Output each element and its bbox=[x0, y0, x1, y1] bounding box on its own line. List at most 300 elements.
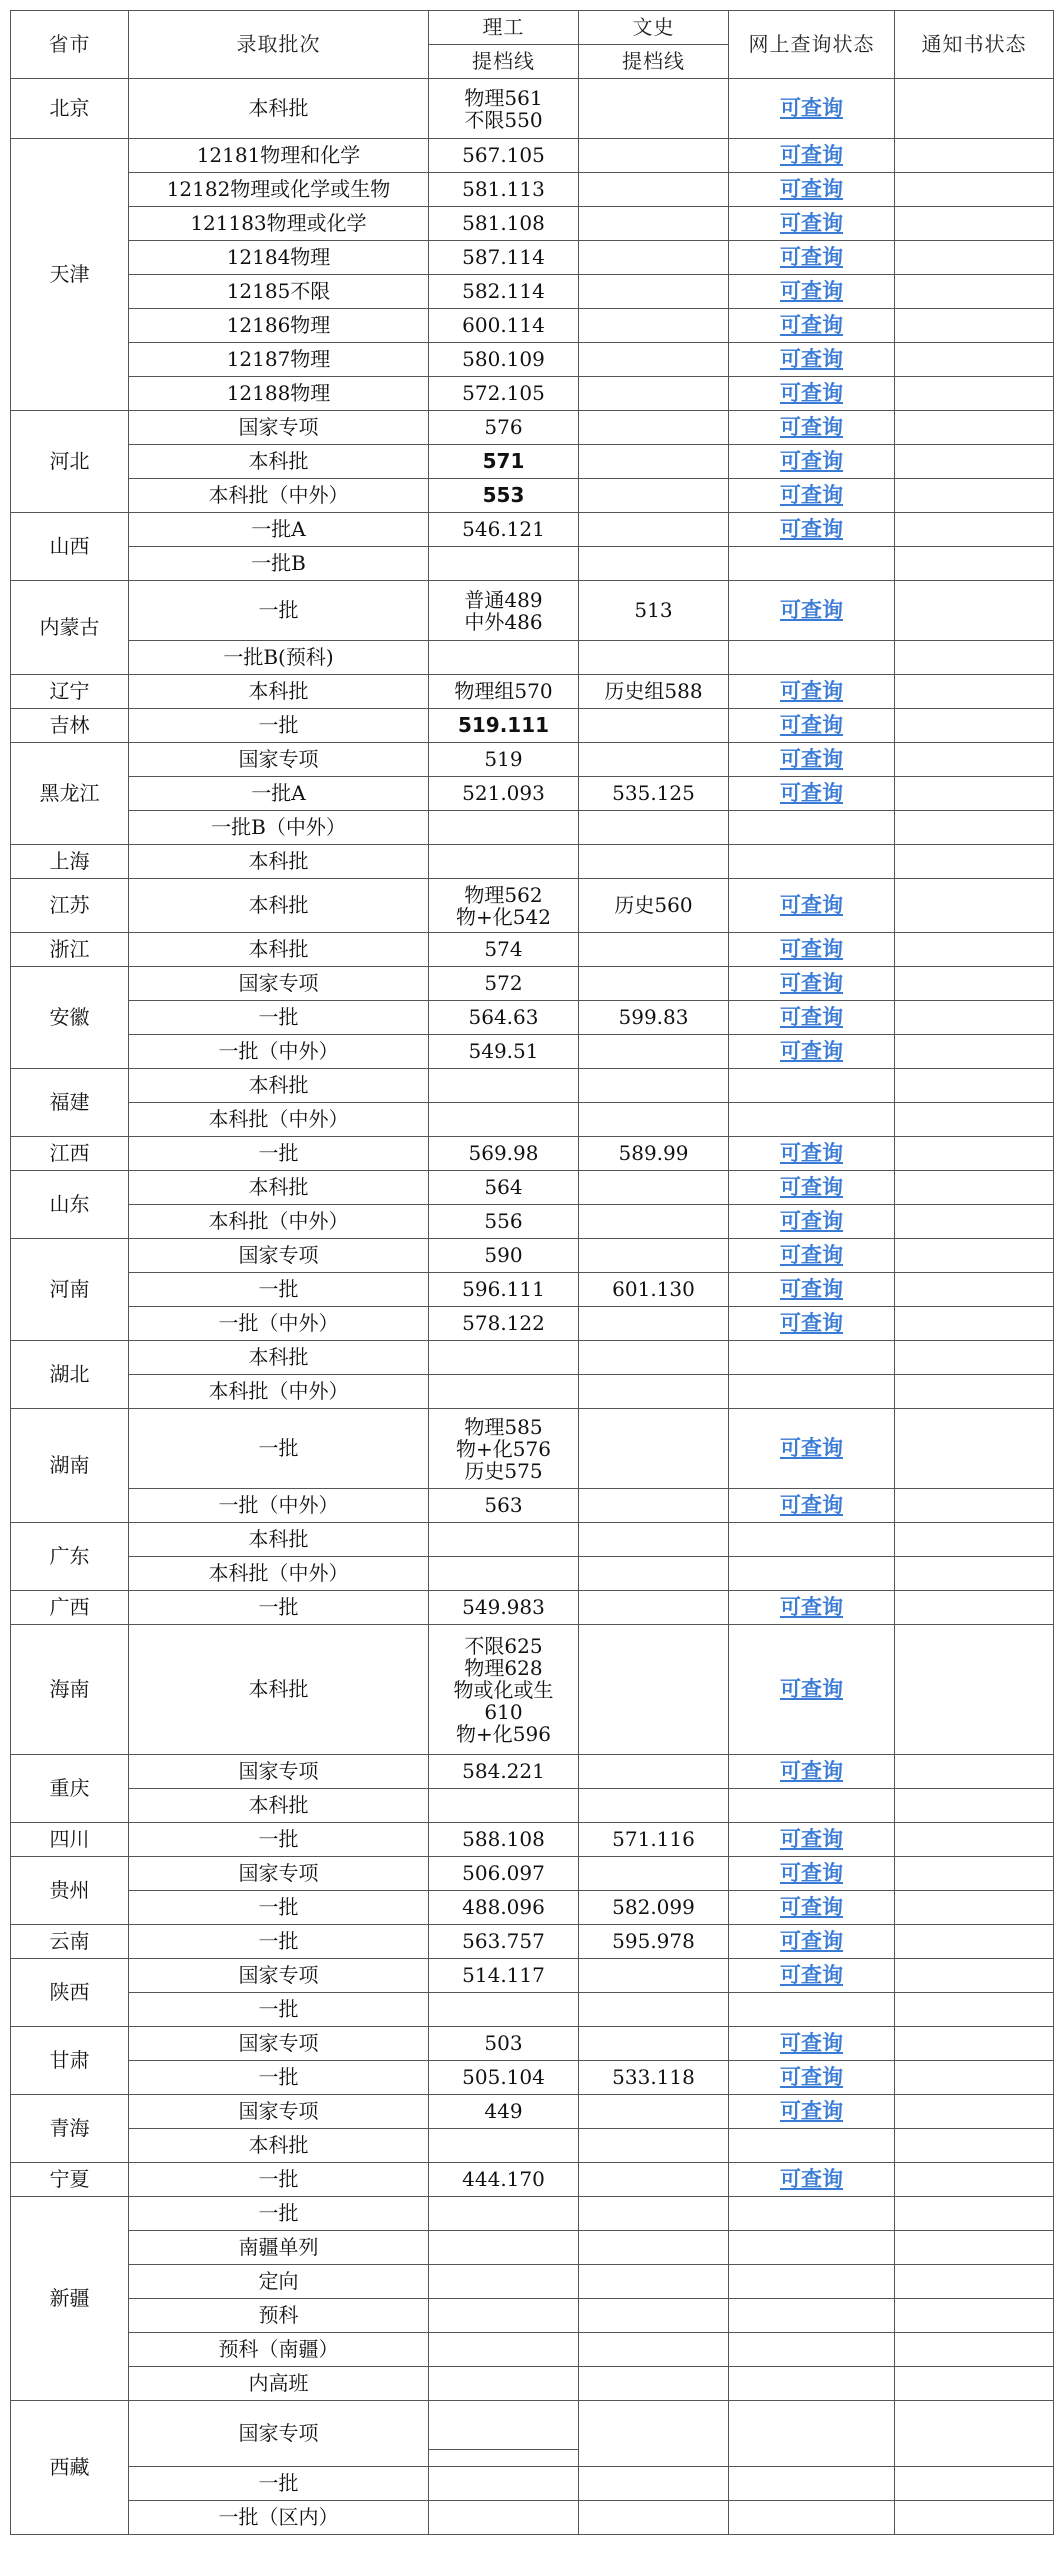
query-link[interactable]: 可查询 bbox=[780, 893, 843, 917]
province-cell: 内蒙古 bbox=[11, 581, 129, 675]
science-line-part: 物或化或生 bbox=[453, 1677, 554, 1702]
notice-status-cell bbox=[895, 343, 1054, 377]
batch-cell: 一批 bbox=[129, 1993, 429, 2027]
query-link[interactable]: 可查询 bbox=[780, 1861, 843, 1885]
arts-line-cell: 513 bbox=[579, 581, 729, 641]
batch-cell: 一批 bbox=[129, 2163, 429, 2197]
province-cell: 山东 bbox=[11, 1171, 129, 1239]
arts-line-cell: 595.978 bbox=[579, 1925, 729, 1959]
table-row bbox=[11, 2095, 1054, 2129]
batch-cell: 一批 bbox=[129, 1137, 429, 1171]
query-link[interactable]: 可查询 bbox=[780, 747, 843, 771]
science-line-cell: 488.096 bbox=[429, 1891, 579, 1925]
table-row bbox=[11, 1925, 1054, 1959]
province-cell: 江苏 bbox=[11, 879, 129, 933]
online-status-cell bbox=[729, 581, 895, 641]
table-row bbox=[11, 675, 1054, 709]
arts-line-cell bbox=[579, 1239, 729, 1273]
notice-status-cell bbox=[895, 1239, 1054, 1273]
table-row bbox=[11, 933, 1054, 967]
online-status-cell bbox=[729, 1925, 895, 1959]
batch-cell: 12184物理 bbox=[129, 241, 429, 275]
notice-status-cell bbox=[895, 1755, 1054, 1789]
query-link[interactable]: 可查询 bbox=[780, 381, 843, 405]
notice-status-cell bbox=[895, 2231, 1054, 2265]
arts-line-cell bbox=[579, 2129, 729, 2163]
online-status-cell bbox=[729, 2467, 895, 2501]
notice-status-cell bbox=[895, 967, 1054, 1001]
arts-line-cell bbox=[579, 207, 729, 241]
arts-line-cell bbox=[579, 79, 729, 139]
header-batch: 录取批次 bbox=[129, 11, 429, 79]
table-row bbox=[11, 547, 1054, 581]
query-link[interactable]: 可查询 bbox=[780, 1677, 843, 1701]
online-status-cell bbox=[729, 2299, 895, 2333]
query-link[interactable]: 可查询 bbox=[780, 1277, 843, 1301]
province-cell: 上海 bbox=[11, 845, 129, 879]
notice-status-cell bbox=[895, 641, 1054, 675]
online-status-cell bbox=[729, 2265, 895, 2299]
query-link[interactable]: 可查询 bbox=[780, 1963, 843, 1987]
arts-line-cell bbox=[579, 513, 729, 547]
science-line-cell: 571 bbox=[429, 445, 579, 479]
table-row bbox=[11, 139, 1054, 173]
notice-status-cell bbox=[895, 513, 1054, 547]
table-row bbox=[11, 2501, 1054, 2535]
science-line-cell: 574 bbox=[429, 933, 579, 967]
query-link[interactable]: 可查询 bbox=[780, 483, 843, 507]
query-link[interactable]: 可查询 bbox=[780, 2031, 843, 2055]
province-cell: 云南 bbox=[11, 1925, 129, 1959]
science-line-part: 不限625 bbox=[464, 1633, 543, 1658]
online-status-cell bbox=[729, 173, 895, 207]
arts-line-cell bbox=[579, 479, 729, 513]
notice-status-cell bbox=[895, 241, 1054, 275]
science-line-cell bbox=[429, 2401, 579, 2467]
arts-line-cell: 历史组588 bbox=[579, 675, 729, 709]
table-row bbox=[11, 2401, 1054, 2467]
science-line-cell bbox=[429, 581, 579, 641]
online-status-cell bbox=[729, 2027, 895, 2061]
online-status-cell bbox=[729, 343, 895, 377]
notice-status-cell bbox=[895, 309, 1054, 343]
online-status-cell bbox=[729, 1409, 895, 1489]
query-link[interactable]: 可查询 bbox=[780, 2099, 843, 2123]
query-link[interactable]: 可查询 bbox=[780, 679, 843, 703]
admission-table bbox=[10, 10, 1054, 2535]
science-line-cell: 506.097 bbox=[429, 1857, 579, 1891]
online-status-cell bbox=[729, 1205, 895, 1239]
online-status-cell bbox=[729, 1591, 895, 1625]
notice-status-cell bbox=[895, 1925, 1054, 1959]
notice-status-cell bbox=[895, 1171, 1054, 1205]
query-link[interactable]: 可查询 bbox=[780, 1039, 843, 1063]
science-line-cell bbox=[429, 2265, 579, 2299]
province-cell: 青海 bbox=[11, 2095, 129, 2163]
table-row bbox=[11, 2197, 1054, 2231]
notice-status-cell bbox=[895, 1035, 1054, 1069]
batch-cell: 国家专项 bbox=[129, 2401, 429, 2467]
science-line-cell bbox=[429, 2231, 579, 2265]
batch-cell: 内高班 bbox=[129, 2367, 429, 2401]
online-status-cell bbox=[729, 1891, 895, 1925]
query-link[interactable]: 可查询 bbox=[780, 1311, 843, 1335]
province-cell: 宁夏 bbox=[11, 2163, 129, 2197]
header-online-status: 网上查询状态 bbox=[729, 11, 895, 79]
arts-line-cell bbox=[579, 1755, 729, 1789]
online-status-cell bbox=[729, 1001, 895, 1035]
arts-line-cell bbox=[579, 241, 729, 275]
science-line-cell: 556 bbox=[429, 1205, 579, 1239]
arts-line-cell: 571.116 bbox=[579, 1823, 729, 1857]
notice-status-cell bbox=[895, 2265, 1054, 2299]
arts-line-cell bbox=[579, 845, 729, 879]
notice-status-cell bbox=[895, 1001, 1054, 1035]
arts-line-cell: 589.99 bbox=[579, 1137, 729, 1171]
province-cell: 北京 bbox=[11, 79, 129, 139]
province-cell: 福建 bbox=[11, 1069, 129, 1137]
table-row bbox=[11, 1959, 1054, 1993]
query-link[interactable]: 可查询 bbox=[780, 1895, 843, 1919]
query-link[interactable]: 可查询 bbox=[780, 1759, 843, 1783]
table-row bbox=[11, 79, 1054, 139]
notice-status-cell bbox=[895, 709, 1054, 743]
science-line-cell: 449 bbox=[429, 2095, 579, 2129]
table-row bbox=[11, 2467, 1054, 2501]
table-row bbox=[11, 1239, 1054, 1273]
query-link[interactable]: 可查询 bbox=[780, 245, 843, 269]
province-cell: 河北 bbox=[11, 411, 129, 513]
table-row bbox=[11, 709, 1054, 743]
online-status-cell bbox=[729, 1307, 895, 1341]
science-line-cell bbox=[429, 1069, 579, 1103]
notice-status-cell bbox=[895, 207, 1054, 241]
science-line-cell: 572 bbox=[429, 967, 579, 1001]
science-line-cell: 546.121 bbox=[429, 513, 579, 547]
table-row bbox=[11, 845, 1054, 879]
online-status-cell bbox=[729, 1375, 895, 1409]
arts-line-cell bbox=[579, 1205, 729, 1239]
batch-cell: 12188物理 bbox=[129, 377, 429, 411]
arts-line-cell bbox=[579, 1625, 729, 1755]
science-line-cell bbox=[429, 1375, 579, 1409]
science-line-part: 物理561 bbox=[464, 85, 543, 110]
province-cell: 吉林 bbox=[11, 709, 129, 743]
query-link[interactable]: 可查询 bbox=[780, 313, 843, 337]
batch-cell: 本科批 bbox=[129, 1625, 429, 1755]
table-row bbox=[11, 1103, 1054, 1137]
arts-line-cell bbox=[579, 967, 729, 1001]
online-status-cell bbox=[729, 2367, 895, 2401]
science-line-cell bbox=[429, 879, 579, 933]
notice-status-cell bbox=[895, 2467, 1054, 2501]
online-status-cell bbox=[729, 275, 895, 309]
batch-cell: 国家专项 bbox=[129, 2095, 429, 2129]
science-line-cell: 553 bbox=[429, 479, 579, 513]
science-line-cell bbox=[429, 2367, 579, 2401]
arts-line-cell bbox=[579, 743, 729, 777]
batch-cell: 定向 bbox=[129, 2265, 429, 2299]
province-cell: 贵州 bbox=[11, 1857, 129, 1925]
science-line-cell: 519 bbox=[429, 743, 579, 777]
arts-line-cell bbox=[579, 1591, 729, 1625]
science-line-cell: 600.114 bbox=[429, 309, 579, 343]
query-link[interactable]: 可查询 bbox=[780, 598, 843, 622]
science-line-cell bbox=[429, 811, 579, 845]
table-row bbox=[11, 1625, 1054, 1755]
science-line-cell: 590 bbox=[429, 1239, 579, 1273]
online-status-cell bbox=[729, 445, 895, 479]
table-row bbox=[11, 1993, 1054, 2027]
arts-line-cell bbox=[579, 275, 729, 309]
table-row bbox=[11, 241, 1054, 275]
arts-line-cell: 历史560 bbox=[579, 879, 729, 933]
arts-line-cell bbox=[579, 1069, 729, 1103]
query-link[interactable]: 可查询 bbox=[780, 1243, 843, 1267]
query-link[interactable]: 可查询 bbox=[780, 1493, 843, 1517]
query-link[interactable]: 可查询 bbox=[780, 279, 843, 303]
online-status-cell bbox=[729, 1959, 895, 1993]
query-link[interactable]: 可查询 bbox=[780, 347, 843, 371]
science-line-cell: 567.105 bbox=[429, 139, 579, 173]
batch-cell: 本科批（中外） bbox=[129, 1205, 429, 1239]
query-link[interactable]: 可查询 bbox=[780, 517, 843, 541]
query-link[interactable]: 可查询 bbox=[780, 713, 843, 737]
table-row bbox=[11, 2333, 1054, 2367]
notice-status-cell bbox=[895, 445, 1054, 479]
science-line-part: 不限550 bbox=[464, 107, 543, 132]
province-cell: 湖南 bbox=[11, 1409, 129, 1523]
batch-cell: 本科批 bbox=[129, 675, 429, 709]
query-link[interactable]: 可查询 bbox=[780, 1209, 843, 1233]
arts-line-cell bbox=[579, 1375, 729, 1409]
query-link[interactable]: 可查询 bbox=[780, 2065, 843, 2089]
arts-line-cell: 601.130 bbox=[579, 1273, 729, 1307]
science-line-part: 物理562 bbox=[464, 882, 543, 907]
batch-cell: 12185不限 bbox=[129, 275, 429, 309]
query-link[interactable]: 可查询 bbox=[780, 971, 843, 995]
table-row bbox=[11, 1489, 1054, 1523]
notice-status-cell bbox=[895, 1069, 1054, 1103]
notice-status-cell bbox=[895, 173, 1054, 207]
query-link[interactable]: 可查询 bbox=[780, 1436, 843, 1460]
notice-status-cell bbox=[895, 2027, 1054, 2061]
arts-line-cell bbox=[579, 1993, 729, 2027]
query-link[interactable]: 可查询 bbox=[780, 96, 843, 120]
arts-line-cell bbox=[579, 1959, 729, 1993]
science-line-part: 物理585 bbox=[464, 1414, 543, 1439]
arts-line-cell bbox=[579, 1171, 729, 1205]
online-status-cell bbox=[729, 547, 895, 581]
science-line-cell bbox=[429, 2299, 579, 2333]
query-link[interactable]: 可查询 bbox=[780, 1929, 843, 1953]
notice-status-cell bbox=[895, 1857, 1054, 1891]
online-status-cell bbox=[729, 1341, 895, 1375]
science-line-cell bbox=[429, 2129, 579, 2163]
batch-cell: 本科批（中外） bbox=[129, 479, 429, 513]
notice-status-cell bbox=[895, 743, 1054, 777]
science-line-part: 610 bbox=[484, 1699, 523, 1724]
province-cell: 辽宁 bbox=[11, 675, 129, 709]
table-row bbox=[11, 377, 1054, 411]
batch-cell: 预科（南疆） bbox=[129, 2333, 429, 2367]
science-line-cell: 582.114 bbox=[429, 275, 579, 309]
online-status-cell bbox=[729, 79, 895, 139]
notice-status-cell bbox=[895, 2367, 1054, 2401]
science-line-cell: 505.104 bbox=[429, 2061, 579, 2095]
arts-line-cell bbox=[579, 139, 729, 173]
online-status-cell bbox=[729, 2129, 895, 2163]
table-row bbox=[11, 445, 1054, 479]
online-status-cell bbox=[729, 2333, 895, 2367]
online-status-cell bbox=[729, 2095, 895, 2129]
notice-status-cell bbox=[895, 2299, 1054, 2333]
science-line-cell bbox=[429, 2467, 579, 2501]
query-link[interactable]: 可查询 bbox=[780, 781, 843, 805]
online-status-cell bbox=[729, 479, 895, 513]
notice-status-cell bbox=[895, 79, 1054, 139]
table-row bbox=[11, 1409, 1054, 1489]
batch-cell: 国家专项 bbox=[129, 1959, 429, 1993]
batch-cell: 本科批 bbox=[129, 2129, 429, 2163]
table-row bbox=[11, 173, 1054, 207]
query-link[interactable]: 可查询 bbox=[780, 211, 843, 235]
notice-status-cell bbox=[895, 1341, 1054, 1375]
arts-line-cell bbox=[579, 2231, 729, 2265]
table-row bbox=[11, 1857, 1054, 1891]
science-line-cell bbox=[429, 1789, 579, 1823]
notice-status-cell bbox=[895, 2401, 1054, 2467]
table-row bbox=[11, 1001, 1054, 1035]
table-row bbox=[11, 1069, 1054, 1103]
science-line-cell: 581.108 bbox=[429, 207, 579, 241]
science-line-cell: 572.105 bbox=[429, 377, 579, 411]
table-row bbox=[11, 1823, 1054, 1857]
table-row bbox=[11, 1137, 1054, 1171]
science-line-cell: 563.757 bbox=[429, 1925, 579, 1959]
arts-line-cell bbox=[579, 547, 729, 581]
province-cell: 甘肃 bbox=[11, 2027, 129, 2095]
query-link[interactable]: 可查询 bbox=[780, 1175, 843, 1199]
online-status-cell bbox=[729, 1523, 895, 1557]
batch-cell: 本科批（中外） bbox=[129, 1557, 429, 1591]
header-arts-line: 提档线 bbox=[579, 45, 729, 79]
online-status-cell bbox=[729, 709, 895, 743]
arts-line-cell bbox=[579, 1557, 729, 1591]
table-row bbox=[11, 411, 1054, 445]
province-cell: 浙江 bbox=[11, 933, 129, 967]
arts-line-cell bbox=[579, 2265, 729, 2299]
online-status-cell bbox=[729, 1489, 895, 1523]
science-line-cell: 519.111 bbox=[429, 709, 579, 743]
notice-status-cell bbox=[895, 1375, 1054, 1409]
batch-cell: 本科批 bbox=[129, 79, 429, 139]
online-status-cell bbox=[729, 2197, 895, 2231]
science-line-cell: 580.109 bbox=[429, 343, 579, 377]
science-line-cell bbox=[429, 1557, 579, 1591]
query-link[interactable]: 可查询 bbox=[780, 1005, 843, 1029]
online-status-cell bbox=[729, 1137, 895, 1171]
science-line-cell bbox=[429, 1523, 579, 1557]
arts-line-cell bbox=[579, 2299, 729, 2333]
table-row bbox=[11, 1375, 1054, 1409]
table-row bbox=[11, 2061, 1054, 2095]
batch-cell: 一批 bbox=[129, 2061, 429, 2095]
arts-line-cell bbox=[579, 445, 729, 479]
batch-cell: 一批（中外） bbox=[129, 1035, 429, 1069]
query-link[interactable]: 可查询 bbox=[780, 143, 843, 167]
arts-line-cell bbox=[579, 2095, 729, 2129]
notice-status-cell bbox=[895, 139, 1054, 173]
online-status-cell bbox=[729, 777, 895, 811]
notice-status-cell bbox=[895, 411, 1054, 445]
arts-line-cell bbox=[579, 1857, 729, 1891]
query-link[interactable]: 可查询 bbox=[780, 2167, 843, 2191]
science-line-cell bbox=[429, 2501, 579, 2535]
query-link[interactable]: 可查询 bbox=[780, 1595, 843, 1619]
batch-cell: 本科批 bbox=[129, 845, 429, 879]
query-link[interactable]: 可查询 bbox=[780, 1827, 843, 1851]
notice-status-cell bbox=[895, 2333, 1054, 2367]
online-status-cell bbox=[729, 411, 895, 445]
online-status-cell bbox=[729, 139, 895, 173]
science-line-cell: 578.122 bbox=[429, 1307, 579, 1341]
online-status-cell bbox=[729, 1789, 895, 1823]
science-line-cell bbox=[429, 641, 579, 675]
table-row bbox=[11, 1789, 1054, 1823]
query-link[interactable]: 可查询 bbox=[780, 177, 843, 201]
table-row bbox=[11, 2027, 1054, 2061]
online-status-cell bbox=[729, 1103, 895, 1137]
province-cell: 四川 bbox=[11, 1823, 129, 1857]
query-link[interactable]: 可查询 bbox=[780, 449, 843, 473]
online-status-cell bbox=[729, 1625, 895, 1755]
table-row bbox=[11, 343, 1054, 377]
science-line-cell: 576 bbox=[429, 411, 579, 445]
batch-cell: 本科批（中外） bbox=[129, 1103, 429, 1137]
notice-status-cell bbox=[895, 1205, 1054, 1239]
notice-status-cell bbox=[895, 2501, 1054, 2535]
table-row bbox=[11, 879, 1054, 933]
province-cell: 江西 bbox=[11, 1137, 129, 1171]
arts-line-cell bbox=[579, 2401, 729, 2467]
science-line-cell: 588.108 bbox=[429, 1823, 579, 1857]
notice-status-cell bbox=[895, 275, 1054, 309]
science-line-cell bbox=[429, 79, 579, 139]
arts-line-cell bbox=[579, 2467, 729, 2501]
notice-status-cell bbox=[895, 2129, 1054, 2163]
batch-cell: 12182物理或化学或生物 bbox=[129, 173, 429, 207]
batch-cell: 一批A bbox=[129, 777, 429, 811]
arts-line-cell bbox=[579, 2501, 729, 2535]
batch-cell: 12187物理 bbox=[129, 343, 429, 377]
science-line-part: 物+化576 bbox=[456, 1436, 551, 1461]
science-line-cell bbox=[429, 1993, 579, 2027]
notice-status-cell bbox=[895, 1789, 1054, 1823]
batch-cell: 预科 bbox=[129, 2299, 429, 2333]
online-status-cell bbox=[729, 675, 895, 709]
notice-status-cell bbox=[895, 777, 1054, 811]
online-status-cell bbox=[729, 1239, 895, 1273]
query-link[interactable]: 可查询 bbox=[780, 1141, 843, 1165]
table-row bbox=[11, 1035, 1054, 1069]
notice-status-cell bbox=[895, 1103, 1054, 1137]
table-row bbox=[11, 2163, 1054, 2197]
query-link[interactable]: 可查询 bbox=[780, 415, 843, 439]
notice-status-cell bbox=[895, 2197, 1054, 2231]
query-link[interactable]: 可查询 bbox=[780, 937, 843, 961]
batch-cell: 本科批 bbox=[129, 933, 429, 967]
